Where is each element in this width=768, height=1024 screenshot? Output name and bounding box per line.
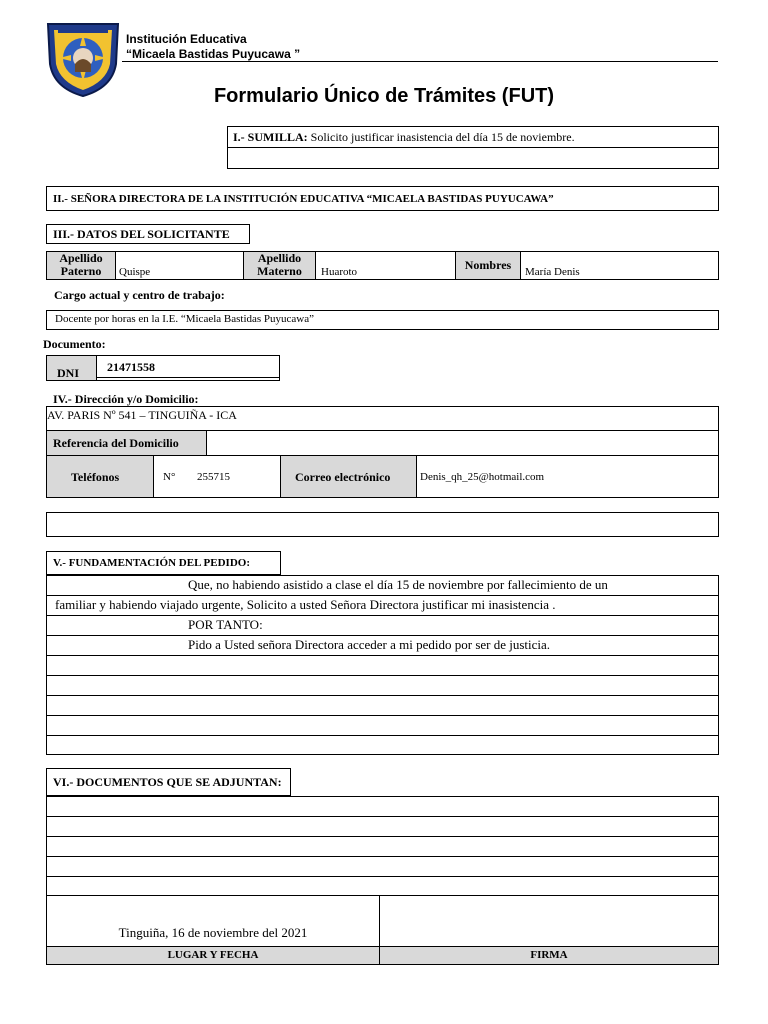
dni-label: DNI — [57, 366, 80, 380]
place-date-value: Tinguiña, 16 de noviembre del 2021 — [118, 925, 308, 940]
apellido-materno-label: Apellido Materno — [243, 252, 316, 279]
telefono-value: 255715 — [197, 471, 230, 483]
numero-label: N° — [163, 471, 176, 483]
fundamentacion-line1: Que, no habiendo asistido a clase el día 15 de noviembre por fallecimiento de un — [188, 577, 608, 592]
address-value: AV. PARIS Nº 541 – TINGUIÑA - ICA — [47, 408, 237, 422]
apellido-paterno-label: Apellido Paterno — [47, 252, 116, 279]
names-row — [46, 251, 719, 280]
firma-label: FIRMA — [530, 949, 568, 961]
referencia-label: Referencia del Domicilio — [53, 436, 179, 450]
sumilla-row — [227, 126, 719, 148]
nombres-label: Nombres — [455, 252, 521, 279]
fundamentacion-table — [46, 575, 719, 755]
institution-line2: “Micaela Bastidas Puyucawa ” — [126, 47, 301, 61]
institution-line1: Institución Educativa — [126, 32, 247, 46]
section5-label: V.- FUNDAMENTACIÓN DEL PEDIDO: — [53, 557, 250, 569]
cargo-box — [46, 310, 719, 330]
cargo-label: Cargo actual y centro de trabajo: — [54, 288, 225, 302]
fundamentacion-line4: Pido a Usted señora Directora acceder a mi pedido por ser de justicia. — [188, 637, 551, 652]
page-title: Formulario Único de Trámites (FUT) — [213, 85, 555, 107]
cargo-value: Docente por horas en la I.E. “Micaela Bastidas Puyucawa” — [55, 313, 315, 325]
section4-label: IV.- Dirección y/o Domicilio: — [53, 392, 199, 406]
sumilla-label: I.- SUMILLA: — [233, 130, 308, 144]
documento-label: Documento: — [43, 337, 106, 351]
dni-box — [46, 355, 280, 381]
address-table — [46, 406, 719, 498]
correo-value: Denis_qh_25@hotmail.com — [420, 471, 545, 483]
section6-header — [46, 768, 291, 796]
telefonos-label: Teléfonos — [71, 470, 120, 484]
apellido-paterno-value: Quispe — [119, 266, 151, 278]
section3-header — [46, 224, 250, 244]
documents-table — [46, 796, 719, 896]
place-date-label: LUGAR Y FECHA — [167, 949, 259, 961]
section2-box — [46, 186, 719, 211]
apellido-materno-value: Huaroto — [321, 266, 358, 278]
signature-table — [46, 895, 719, 965]
correo-label: Correo electrónico — [295, 470, 391, 484]
section6-label: VI.- DOCUMENTOS QUE SE ADJUNTAN: — [53, 775, 282, 789]
section3-label: III.- DATOS DEL SOLICITANTE — [53, 227, 230, 241]
fundamentacion-line2: familiar y habiendo viajado urgente, Solicito a usted Señora Directora justificar mi inasistencia . — [55, 597, 556, 612]
sumilla-blank-row — [227, 147, 719, 169]
header-divider — [122, 61, 718, 62]
fundamentacion-line3: POR TANTO: — [188, 617, 263, 632]
section5-header — [46, 551, 281, 575]
sumilla-value: Solicito justificar inasistencia del día 15 de noviembre. — [310, 130, 575, 144]
section2-label: II.- SEÑORA DIRECTORA DE LA INSTITUCIÓN EDUCATIVA “MICAELA BASTIDAS PUYUCAWA” — [53, 193, 554, 205]
blank-row-after-address — [46, 512, 719, 537]
dni-value: 21471558 — [107, 360, 155, 374]
nombres-value: María Denis — [525, 266, 580, 278]
